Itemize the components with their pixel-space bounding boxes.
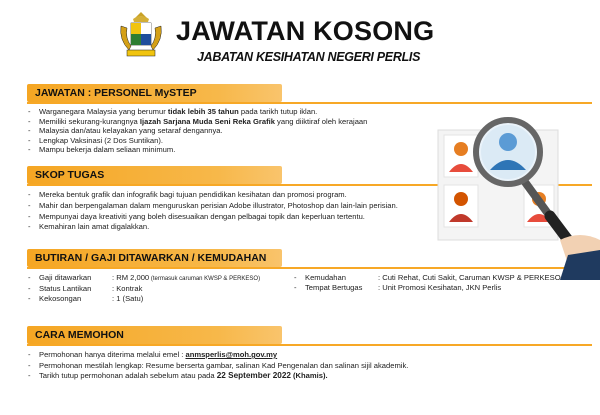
detail-row: - Kekosongan : 1 (Satu) (27, 294, 260, 304)
section-header-jawatan: JAWATAN : PERSONEL MySTEP (27, 84, 282, 102)
list-item-continuation: - Malaysia dan/atau kelayakan yang setaraf dengannya. (27, 126, 427, 136)
list-item: - Warganegara Malaysia yang berumur tidak lebih 35 tahun pada tarikh tutup iklan. (27, 107, 427, 117)
list-item: - Permohonan hanya diterima melalui emel : anmsperlis@moh.gov.my (27, 350, 527, 361)
page-title: JAWATAN KOSONG (176, 16, 435, 46)
detail-row: - Gaji ditawarkan : RM 2,000 (termasuk caruman KWSP & PERKESO) (27, 273, 260, 284)
detail-row: - Kemudahan : Cuti Rehat, Cuti Sakit, Caruman KWSP & PERKESO (293, 273, 561, 283)
requirements-list (27, 107, 427, 155)
apply-list (27, 350, 527, 382)
list-item: - Memiliki sekurang-kurangnya Ijazah Sarjana Muda Seni Reka Grafik yang diiktiraf oleh kerajaan (27, 117, 427, 127)
magnifier-candidates-icon (410, 90, 600, 280)
detail-row: - Status Lantikan : Kontrak (27, 284, 260, 294)
list-item: - Mempunyai daya kreativiti yang boleh disesuaikan dengan pelbagai topik dan keperluan tertentu. (27, 212, 447, 223)
detail-row: - Tempat Bertugas : Unit Promosi Kesihatan, JKN Perlis (293, 283, 561, 293)
list-item: - Mampu bekerja dalam seliaan minimum. (27, 145, 427, 155)
page-subtitle: JABATAN KESIHATAN NEGERI PERLIS (197, 50, 421, 64)
section-header-butiran: BUTIRAN / GAJI DITAWARKAN / KEMUDAHAN (27, 249, 282, 267)
section-divider (27, 344, 592, 346)
list-item: - Kemahiran lain amat digalakkan. (27, 222, 447, 233)
coat-of-arms-icon (117, 10, 165, 62)
salary-details (27, 273, 260, 305)
section-header-cara-memohon: CARA MEMOHON (27, 326, 282, 344)
list-item: - Tarikh tutup permohonan adalah sebelum atau pada 22 September 2022 (Khamis). (27, 371, 527, 382)
list-item: - Mereka bentuk grafik dan infografik bagi tujuan pendidikan kesihatan dan promosi program. (27, 190, 447, 201)
section-header-skop-tugas: SKOP TUGAS (27, 166, 282, 184)
list-item: - Mahir dan berpengalaman dalam menguruskan perisian Adobe illustrator, Photoshop dan lain-lain perisian. (27, 201, 447, 212)
email-link[interactable]: anmsperlis@moh.gov.my (185, 350, 278, 359)
duties-list (27, 190, 447, 233)
list-item: - Permohonan mestilah lengkap: Resume berserta gambar, salinan Kad Pengenalan dan salinan sijil akademik. (27, 361, 527, 372)
list-item: - Lengkap Vaksinasi (2 Dos Suntikan). (27, 136, 427, 146)
